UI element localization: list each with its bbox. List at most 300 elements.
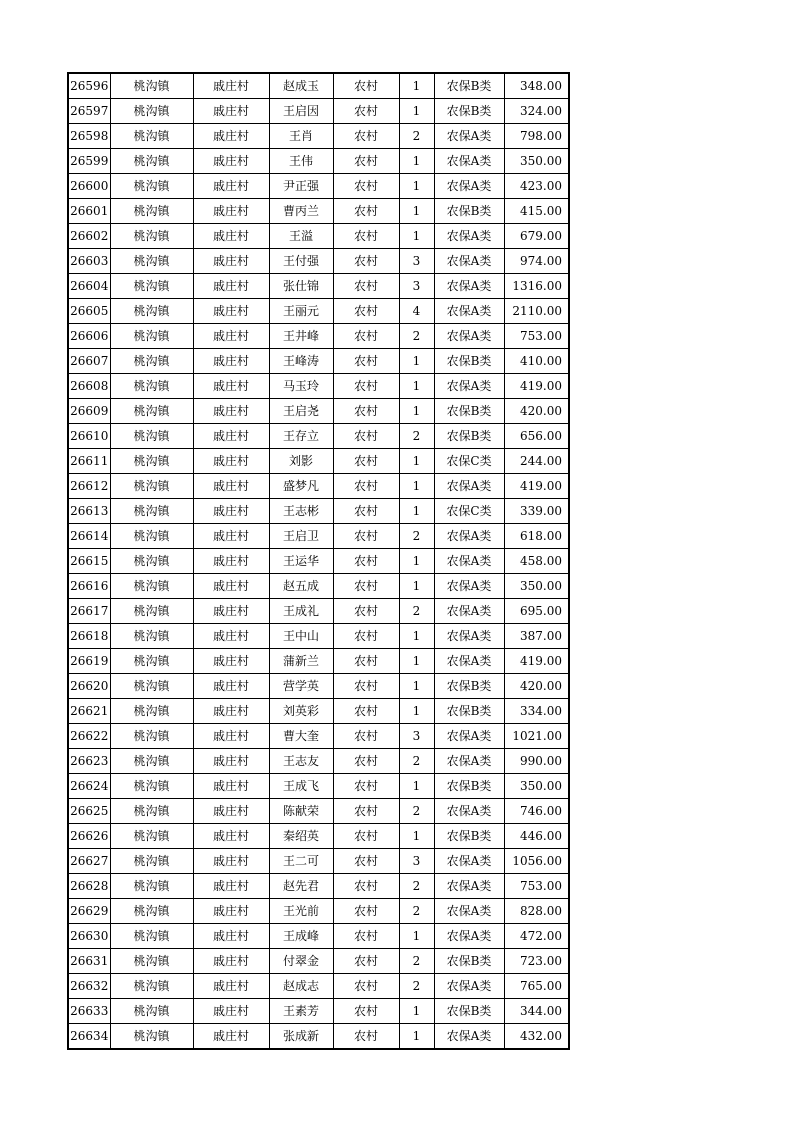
member-count-cell: 2 <box>399 949 434 974</box>
record-id-cell: 26627 <box>68 849 110 874</box>
amount-cell: 350.00 <box>504 574 569 599</box>
town-cell: 桃沟镇 <box>110 999 193 1024</box>
category-cell: 农保A类 <box>434 524 504 549</box>
household-type-cell: 农村 <box>333 874 399 899</box>
name-cell: 王峰涛 <box>269 349 333 374</box>
table-row <box>68 899 569 924</box>
table-row <box>68 999 569 1024</box>
household-type-cell: 农村 <box>333 99 399 124</box>
record-id-cell: 26613 <box>68 499 110 524</box>
record-id-cell: 26616 <box>68 574 110 599</box>
town-cell: 桃沟镇 <box>110 549 193 574</box>
town-cell: 桃沟镇 <box>110 274 193 299</box>
name-cell: 尹正强 <box>269 174 333 199</box>
category-cell: 农保A类 <box>434 874 504 899</box>
member-count-cell: 1 <box>399 99 434 124</box>
household-type-cell: 农村 <box>333 799 399 824</box>
record-id-cell: 26600 <box>68 174 110 199</box>
name-cell: 赵五成 <box>269 574 333 599</box>
record-id-cell: 26624 <box>68 774 110 799</box>
town-cell: 桃沟镇 <box>110 824 193 849</box>
table-row <box>68 349 569 374</box>
record-id-cell: 26597 <box>68 99 110 124</box>
name-cell: 王存立 <box>269 424 333 449</box>
village-cell: 戚庄村 <box>193 499 269 524</box>
village-cell: 戚庄村 <box>193 224 269 249</box>
name-cell: 张仕锦 <box>269 274 333 299</box>
amount-cell: 1316.00 <box>504 274 569 299</box>
record-id-cell: 26614 <box>68 524 110 549</box>
name-cell: 王溢 <box>269 224 333 249</box>
village-cell: 戚庄村 <box>193 974 269 999</box>
town-cell: 桃沟镇 <box>110 449 193 474</box>
town-cell: 桃沟镇 <box>110 899 193 924</box>
village-cell: 戚庄村 <box>193 424 269 449</box>
amount-cell: 244.00 <box>504 449 569 474</box>
record-id-cell: 26602 <box>68 224 110 249</box>
household-type-cell: 农村 <box>333 299 399 324</box>
category-cell: 农保B类 <box>434 199 504 224</box>
table-row <box>68 174 569 199</box>
village-cell: 戚庄村 <box>193 199 269 224</box>
amount-cell: 723.00 <box>504 949 569 974</box>
member-count-cell: 1 <box>399 924 434 949</box>
record-id-cell: 26608 <box>68 374 110 399</box>
record-id-cell: 26604 <box>68 274 110 299</box>
village-cell: 戚庄村 <box>193 374 269 399</box>
town-cell: 桃沟镇 <box>110 524 193 549</box>
amount-cell: 1021.00 <box>504 724 569 749</box>
record-id-cell: 26619 <box>68 649 110 674</box>
name-cell: 蒲新兰 <box>269 649 333 674</box>
household-type-cell: 农村 <box>333 774 399 799</box>
amount-cell: 828.00 <box>504 899 569 924</box>
household-type-cell: 农村 <box>333 674 399 699</box>
record-id-cell: 26628 <box>68 874 110 899</box>
amount-cell: 348.00 <box>504 73 569 99</box>
amount-cell: 339.00 <box>504 499 569 524</box>
record-id-cell: 26629 <box>68 899 110 924</box>
name-cell: 王井峰 <box>269 324 333 349</box>
amount-cell: 695.00 <box>504 599 569 624</box>
table-row <box>68 574 569 599</box>
name-cell: 赵成志 <box>269 974 333 999</box>
record-id-cell: 26599 <box>68 149 110 174</box>
name-cell: 张成新 <box>269 1024 333 1050</box>
village-cell: 戚庄村 <box>193 73 269 99</box>
member-count-cell: 1 <box>399 1024 434 1050</box>
household-type-cell: 农村 <box>333 699 399 724</box>
member-count-cell: 1 <box>399 999 434 1024</box>
table-row <box>68 424 569 449</box>
amount-cell: 679.00 <box>504 224 569 249</box>
household-type-cell: 农村 <box>333 524 399 549</box>
amount-cell: 334.00 <box>504 699 569 724</box>
record-id-cell: 26634 <box>68 1024 110 1050</box>
table-row <box>68 824 569 849</box>
table-row <box>68 624 569 649</box>
village-cell: 戚庄村 <box>193 649 269 674</box>
town-cell: 桃沟镇 <box>110 374 193 399</box>
name-cell: 王启尧 <box>269 399 333 424</box>
category-cell: 农保A类 <box>434 149 504 174</box>
town-cell: 桃沟镇 <box>110 649 193 674</box>
category-cell: 农保A类 <box>434 224 504 249</box>
town-cell: 桃沟镇 <box>110 849 193 874</box>
name-cell: 王成峰 <box>269 924 333 949</box>
amount-cell: 415.00 <box>504 199 569 224</box>
table-row <box>68 699 569 724</box>
town-cell: 桃沟镇 <box>110 774 193 799</box>
name-cell: 王志友 <box>269 749 333 774</box>
member-count-cell: 3 <box>399 274 434 299</box>
village-cell: 戚庄村 <box>193 349 269 374</box>
category-cell: 农保B类 <box>434 674 504 699</box>
household-type-cell: 农村 <box>333 824 399 849</box>
amount-cell: 656.00 <box>504 424 569 449</box>
table-row <box>68 924 569 949</box>
member-count-cell: 1 <box>399 474 434 499</box>
member-count-cell: 2 <box>399 124 434 149</box>
table-row <box>68 799 569 824</box>
town-cell: 桃沟镇 <box>110 624 193 649</box>
name-cell: 王光前 <box>269 899 333 924</box>
village-cell: 戚庄村 <box>193 474 269 499</box>
member-count-cell: 4 <box>399 299 434 324</box>
amount-cell: 618.00 <box>504 524 569 549</box>
town-cell: 桃沟镇 <box>110 424 193 449</box>
name-cell: 王伟 <box>269 149 333 174</box>
town-cell: 桃沟镇 <box>110 299 193 324</box>
record-id-cell: 26601 <box>68 199 110 224</box>
name-cell: 刘英彩 <box>269 699 333 724</box>
category-cell: 农保B类 <box>434 99 504 124</box>
member-count-cell: 2 <box>399 799 434 824</box>
amount-cell: 410.00 <box>504 349 569 374</box>
category-cell: 农保C类 <box>434 499 504 524</box>
record-id-cell: 26626 <box>68 824 110 849</box>
town-cell: 桃沟镇 <box>110 349 193 374</box>
village-cell: 戚庄村 <box>193 149 269 174</box>
name-cell: 曹大奎 <box>269 724 333 749</box>
town-cell: 桃沟镇 <box>110 474 193 499</box>
category-cell: 农保A类 <box>434 299 504 324</box>
name-cell: 王付强 <box>269 249 333 274</box>
name-cell: 王成礼 <box>269 599 333 624</box>
record-id-cell: 26609 <box>68 399 110 424</box>
member-count-cell: 2 <box>399 524 434 549</box>
table-body <box>68 73 569 1049</box>
amount-cell: 350.00 <box>504 774 569 799</box>
member-count-cell: 3 <box>399 249 434 274</box>
table-row <box>68 549 569 574</box>
record-id-cell: 26620 <box>68 674 110 699</box>
amount-cell: 420.00 <box>504 399 569 424</box>
town-cell: 桃沟镇 <box>110 699 193 724</box>
amount-cell: 765.00 <box>504 974 569 999</box>
name-cell: 王运华 <box>269 549 333 574</box>
category-cell: 农保A类 <box>434 599 504 624</box>
household-type-cell: 农村 <box>333 649 399 674</box>
amount-cell: 974.00 <box>504 249 569 274</box>
town-cell: 桃沟镇 <box>110 674 193 699</box>
amount-cell: 419.00 <box>504 649 569 674</box>
category-cell: 农保C类 <box>434 449 504 474</box>
household-type-cell: 农村 <box>333 574 399 599</box>
table-row <box>68 649 569 674</box>
member-count-cell: 2 <box>399 749 434 774</box>
record-id-cell: 26598 <box>68 124 110 149</box>
name-cell: 刘影 <box>269 449 333 474</box>
category-cell: 农保B类 <box>434 399 504 424</box>
town-cell: 桃沟镇 <box>110 324 193 349</box>
member-count-cell: 1 <box>399 449 434 474</box>
table-row <box>68 99 569 124</box>
household-type-cell: 农村 <box>333 149 399 174</box>
table-row <box>68 949 569 974</box>
name-cell: 王二可 <box>269 849 333 874</box>
household-type-cell: 农村 <box>333 73 399 99</box>
household-type-cell: 农村 <box>333 274 399 299</box>
village-cell: 戚庄村 <box>193 574 269 599</box>
amount-cell: 746.00 <box>504 799 569 824</box>
household-type-cell: 农村 <box>333 224 399 249</box>
member-count-cell: 1 <box>399 649 434 674</box>
amount-cell: 344.00 <box>504 999 569 1024</box>
category-cell: 农保A类 <box>434 474 504 499</box>
record-id-cell: 26605 <box>68 299 110 324</box>
village-cell: 戚庄村 <box>193 849 269 874</box>
member-count-cell: 1 <box>399 224 434 249</box>
record-id-cell: 26607 <box>68 349 110 374</box>
category-cell: 农保A类 <box>434 549 504 574</box>
household-type-cell: 农村 <box>333 249 399 274</box>
name-cell: 王肖 <box>269 124 333 149</box>
category-cell: 农保A类 <box>434 899 504 924</box>
village-cell: 戚庄村 <box>193 99 269 124</box>
category-cell: 农保A类 <box>434 324 504 349</box>
name-cell: 王成飞 <box>269 774 333 799</box>
member-count-cell: 1 <box>399 574 434 599</box>
table-row <box>68 399 569 424</box>
town-cell: 桃沟镇 <box>110 599 193 624</box>
town-cell: 桃沟镇 <box>110 73 193 99</box>
household-type-cell: 农村 <box>333 324 399 349</box>
record-id-cell: 26596 <box>68 73 110 99</box>
village-cell: 戚庄村 <box>193 749 269 774</box>
category-cell: 农保A类 <box>434 124 504 149</box>
name-cell: 王启卫 <box>269 524 333 549</box>
town-cell: 桃沟镇 <box>110 874 193 899</box>
town-cell: 桃沟镇 <box>110 799 193 824</box>
name-cell: 陈献荣 <box>269 799 333 824</box>
category-cell: 农保A类 <box>434 974 504 999</box>
table-row <box>68 249 569 274</box>
table-row <box>68 874 569 899</box>
amount-cell: 2110.00 <box>504 299 569 324</box>
table-row <box>68 674 569 699</box>
category-cell: 农保A类 <box>434 1024 504 1050</box>
village-cell: 戚庄村 <box>193 599 269 624</box>
category-cell: 农保A类 <box>434 574 504 599</box>
category-cell: 农保A类 <box>434 799 504 824</box>
record-id-cell: 26632 <box>68 974 110 999</box>
name-cell: 马玉玲 <box>269 374 333 399</box>
table-row <box>68 199 569 224</box>
town-cell: 桃沟镇 <box>110 924 193 949</box>
name-cell: 秦绍英 <box>269 824 333 849</box>
record-id-cell: 26606 <box>68 324 110 349</box>
category-cell: 农保B类 <box>434 424 504 449</box>
household-type-cell: 农村 <box>333 924 399 949</box>
name-cell: 营学英 <box>269 674 333 699</box>
town-cell: 桃沟镇 <box>110 724 193 749</box>
household-type-cell: 农村 <box>333 949 399 974</box>
amount-cell: 1056.00 <box>504 849 569 874</box>
village-cell: 戚庄村 <box>193 524 269 549</box>
member-count-cell: 1 <box>399 174 434 199</box>
household-type-cell: 农村 <box>333 1024 399 1050</box>
household-type-cell: 农村 <box>333 349 399 374</box>
name-cell: 赵先君 <box>269 874 333 899</box>
amount-cell: 420.00 <box>504 674 569 699</box>
record-id-cell: 26610 <box>68 424 110 449</box>
village-cell: 戚庄村 <box>193 899 269 924</box>
village-cell: 戚庄村 <box>193 699 269 724</box>
name-cell: 曹丙兰 <box>269 199 333 224</box>
table-row <box>68 974 569 999</box>
town-cell: 桃沟镇 <box>110 949 193 974</box>
record-id-cell: 26612 <box>68 474 110 499</box>
household-type-cell: 农村 <box>333 599 399 624</box>
household-type-cell: 农村 <box>333 174 399 199</box>
record-id-cell: 26603 <box>68 249 110 274</box>
town-cell: 桃沟镇 <box>110 124 193 149</box>
household-type-cell: 农村 <box>333 424 399 449</box>
name-cell: 王中山 <box>269 624 333 649</box>
village-cell: 戚庄村 <box>193 624 269 649</box>
amount-cell: 990.00 <box>504 749 569 774</box>
household-type-cell: 农村 <box>333 374 399 399</box>
record-id-cell: 26630 <box>68 924 110 949</box>
category-cell: 农保B类 <box>434 824 504 849</box>
amount-cell: 432.00 <box>504 1024 569 1050</box>
category-cell: 农保A类 <box>434 749 504 774</box>
household-type-cell: 农村 <box>333 399 399 424</box>
member-count-cell: 2 <box>399 899 434 924</box>
amount-cell: 798.00 <box>504 124 569 149</box>
category-cell: 农保B类 <box>434 73 504 99</box>
member-count-cell: 1 <box>399 149 434 174</box>
village-cell: 戚庄村 <box>193 549 269 574</box>
town-cell: 桃沟镇 <box>110 499 193 524</box>
table-row <box>68 724 569 749</box>
village-cell: 戚庄村 <box>193 824 269 849</box>
town-cell: 桃沟镇 <box>110 574 193 599</box>
record-id-cell: 26611 <box>68 449 110 474</box>
amount-cell: 387.00 <box>504 624 569 649</box>
table-row <box>68 224 569 249</box>
village-cell: 戚庄村 <box>193 799 269 824</box>
category-cell: 农保A类 <box>434 849 504 874</box>
village-cell: 戚庄村 <box>193 174 269 199</box>
household-type-cell: 农村 <box>333 849 399 874</box>
table-row <box>68 1024 569 1050</box>
village-cell: 戚庄村 <box>193 874 269 899</box>
amount-cell: 753.00 <box>504 874 569 899</box>
village-cell: 戚庄村 <box>193 999 269 1024</box>
member-count-cell: 1 <box>399 624 434 649</box>
town-cell: 桃沟镇 <box>110 224 193 249</box>
table-row <box>68 124 569 149</box>
village-cell: 戚庄村 <box>193 724 269 749</box>
category-cell: 农保A类 <box>434 924 504 949</box>
member-count-cell: 1 <box>399 73 434 99</box>
category-cell: 农保B类 <box>434 349 504 374</box>
household-type-cell: 农村 <box>333 624 399 649</box>
village-cell: 戚庄村 <box>193 949 269 974</box>
amount-cell: 753.00 <box>504 324 569 349</box>
village-cell: 戚庄村 <box>193 324 269 349</box>
category-cell: 农保B类 <box>434 949 504 974</box>
table-row <box>68 374 569 399</box>
village-cell: 戚庄村 <box>193 249 269 274</box>
household-type-cell: 农村 <box>333 474 399 499</box>
name-cell: 盛梦凡 <box>269 474 333 499</box>
household-type-cell: 农村 <box>333 974 399 999</box>
village-cell: 戚庄村 <box>193 1024 269 1050</box>
category-cell: 农保A类 <box>434 624 504 649</box>
village-cell: 戚庄村 <box>193 299 269 324</box>
category-cell: 农保B类 <box>434 999 504 1024</box>
town-cell: 桃沟镇 <box>110 974 193 999</box>
table-row <box>68 324 569 349</box>
amount-cell: 472.00 <box>504 924 569 949</box>
member-count-cell: 1 <box>399 374 434 399</box>
table-row <box>68 499 569 524</box>
name-cell: 付翠金 <box>269 949 333 974</box>
category-cell: 农保A类 <box>434 274 504 299</box>
member-count-cell: 2 <box>399 974 434 999</box>
table-row <box>68 774 569 799</box>
amount-cell: 458.00 <box>504 549 569 574</box>
household-type-cell: 农村 <box>333 499 399 524</box>
village-cell: 戚庄村 <box>193 924 269 949</box>
category-cell: 农保A类 <box>434 724 504 749</box>
record-id-cell: 26622 <box>68 724 110 749</box>
amount-cell: 419.00 <box>504 474 569 499</box>
name-cell: 赵成玉 <box>269 73 333 99</box>
town-cell: 桃沟镇 <box>110 199 193 224</box>
town-cell: 桃沟镇 <box>110 1024 193 1050</box>
household-type-cell: 农村 <box>333 999 399 1024</box>
record-id-cell: 26618 <box>68 624 110 649</box>
village-cell: 戚庄村 <box>193 774 269 799</box>
town-cell: 桃沟镇 <box>110 399 193 424</box>
member-count-cell: 3 <box>399 849 434 874</box>
village-cell: 戚庄村 <box>193 674 269 699</box>
member-count-cell: 2 <box>399 874 434 899</box>
town-cell: 桃沟镇 <box>110 149 193 174</box>
household-type-cell: 农村 <box>333 449 399 474</box>
village-cell: 戚庄村 <box>193 124 269 149</box>
table-row <box>68 449 569 474</box>
member-count-cell: 1 <box>399 549 434 574</box>
household-type-cell: 农村 <box>333 124 399 149</box>
category-cell: 农保B类 <box>434 774 504 799</box>
table-row <box>68 524 569 549</box>
member-count-cell: 1 <box>399 399 434 424</box>
